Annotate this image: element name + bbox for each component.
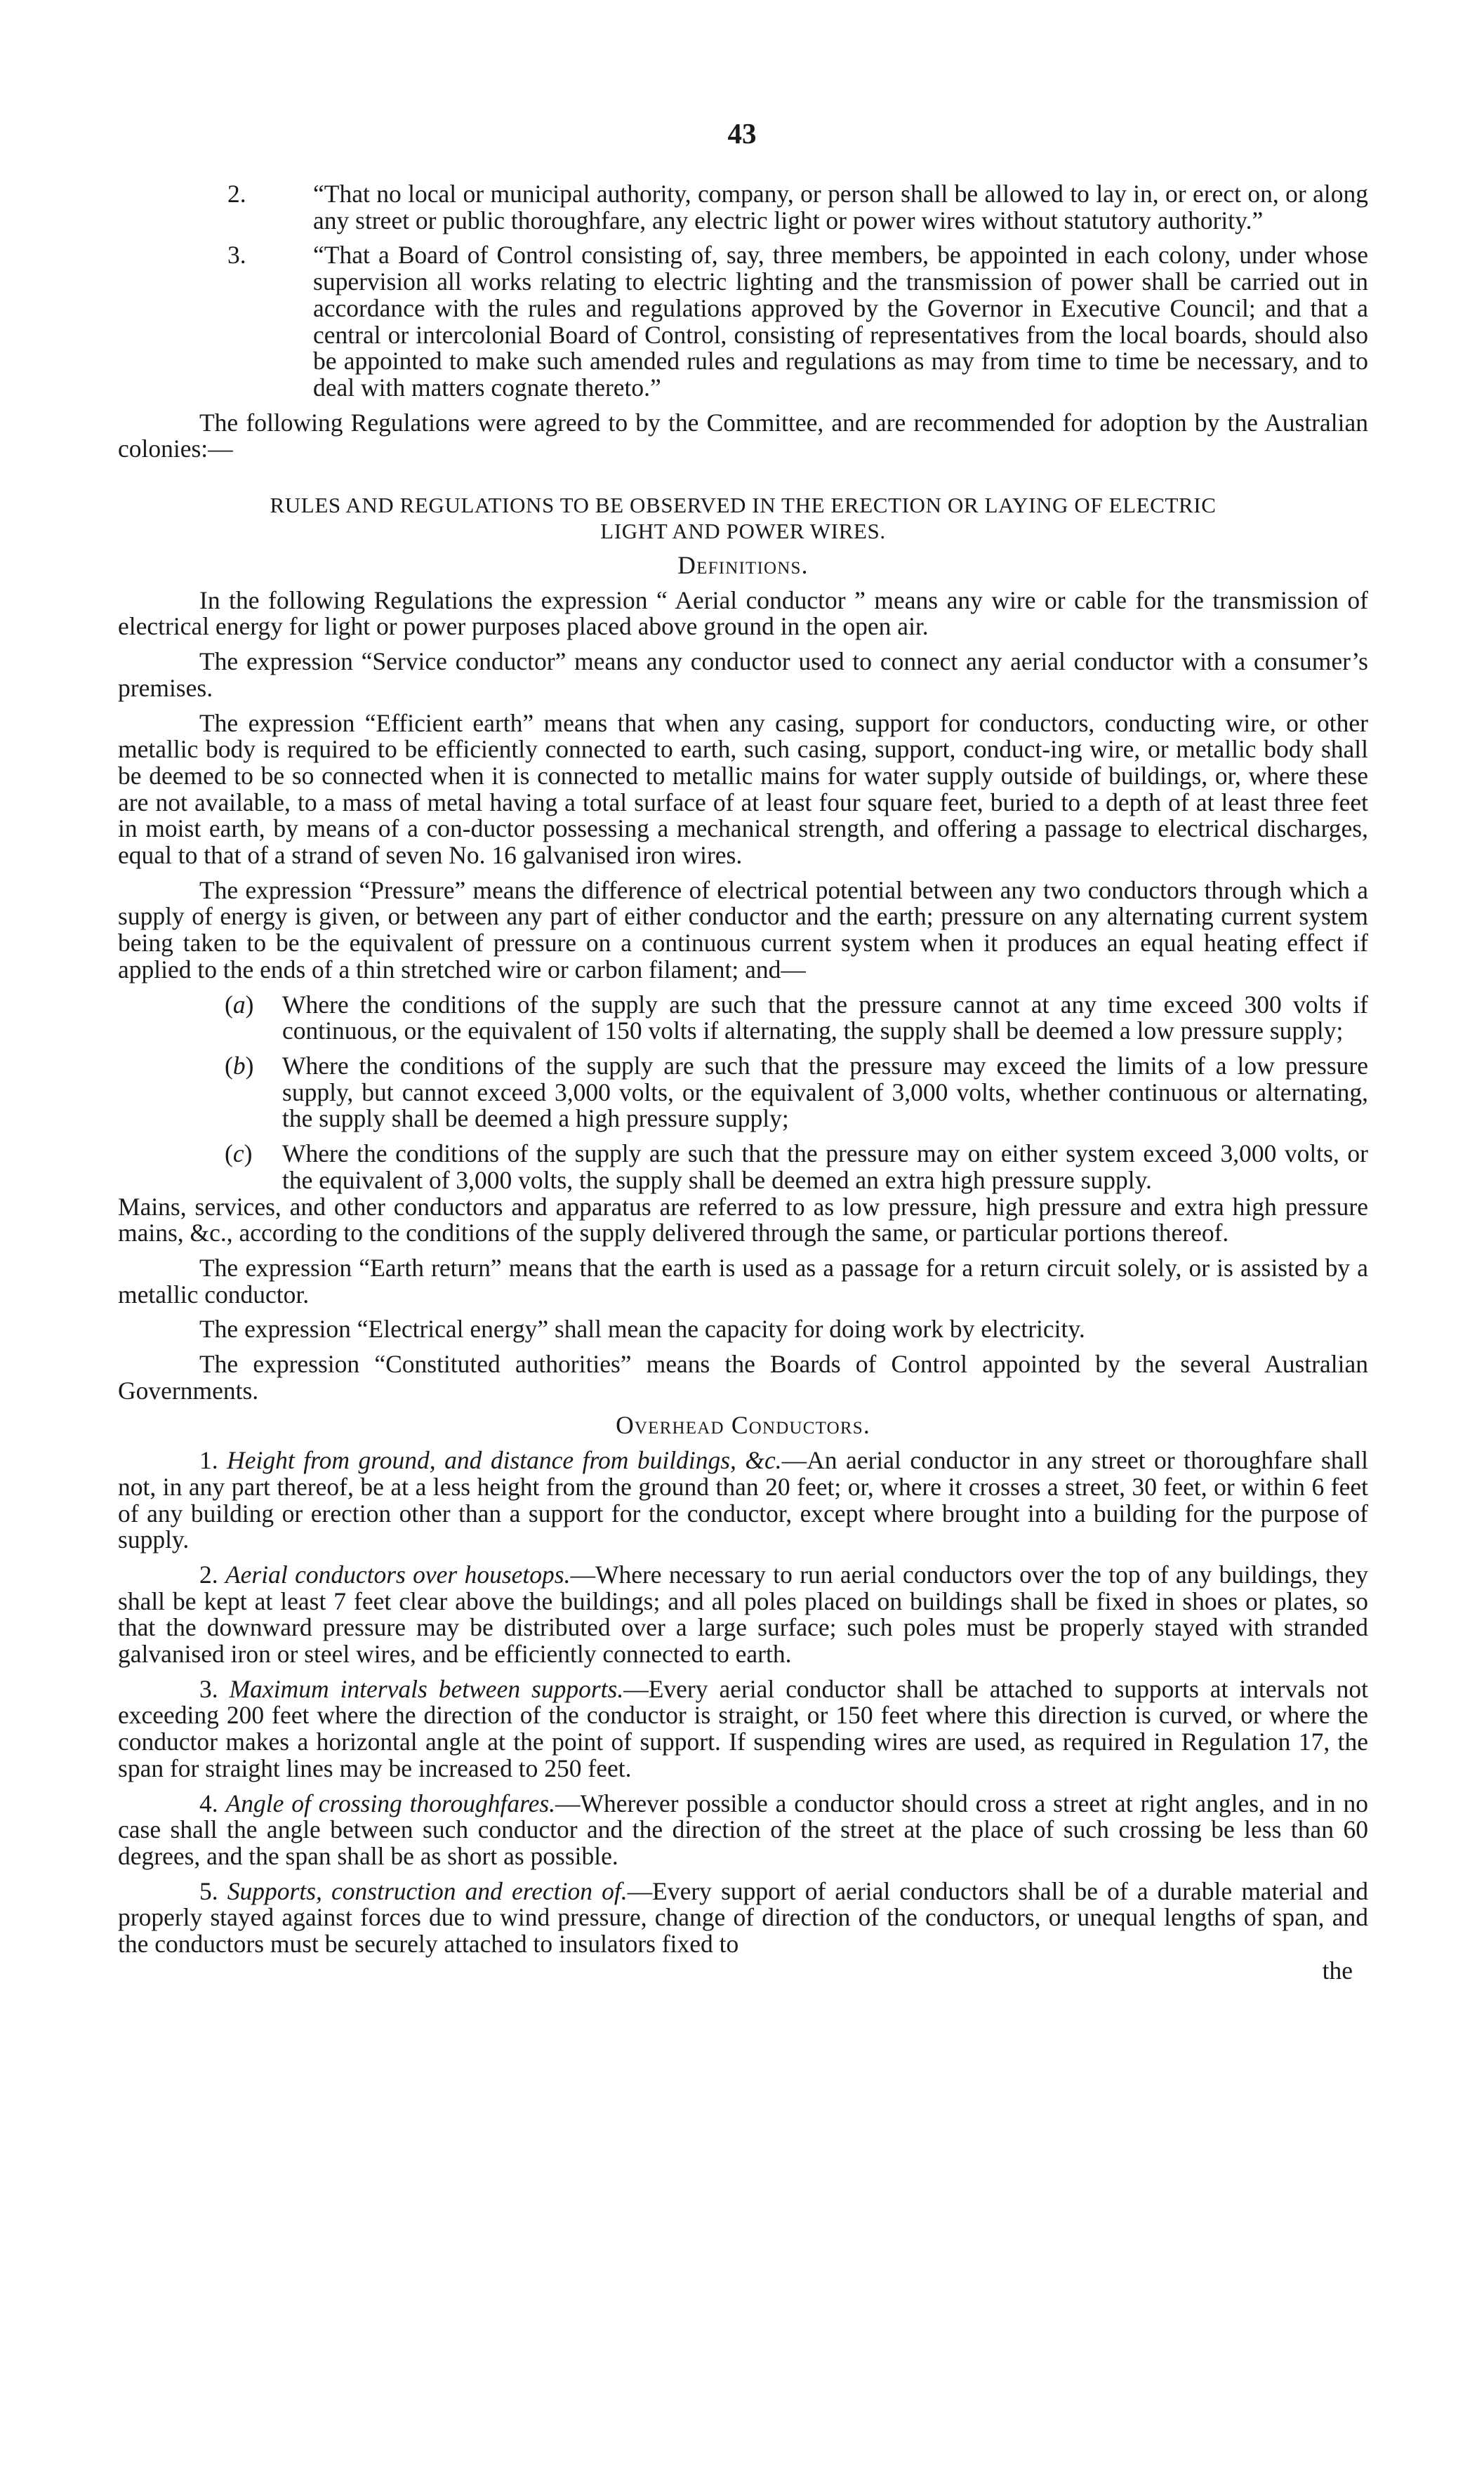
subitem-text: Where the conditions of the supply are such that the pressure cannot at any time exceed 300 volts if continuous, or the equivalent of 150 volts if alternating, the supply shall be deemed a low pressure supply;: [282, 990, 1368, 1045]
subitem-text: Where the conditions of the supply are such that the pressure may exceed the limits of a low pressure supply, but cannot exceed 3,000 volts, or the equivalent of 3,000 volts, whether continuous or alternating, the supply shall be deemed a high pressure supply;: [282, 1051, 1368, 1133]
subitem-label: (c): [225, 1139, 253, 1168]
subitem-text: Where the conditions of the supply are such that the pressure may on either system exceed 3,000 volts, or the equivalent of 3,000 volts, the supply shall be deemed an extra high pressure supply.: [282, 1139, 1368, 1194]
regulation-title: Maximum intervals between supports.: [229, 1674, 624, 1703]
item-text: “That no local or municipal authority, company, or person shall be allowed to lay in, or erect on, or along any street or public thoroughfare, any electric light or power wires without statutory authority.”: [313, 180, 1368, 234]
pressure-subitem: [118, 1141, 1368, 1193]
definition-paragraph: The expression “Earth return” means that the earth is used as a passage for a return circuit solely, or is assisted by a metallic conductor.: [118, 1253, 1368, 1309]
regulation-title: Aerial conductors over housetops.: [225, 1560, 571, 1589]
regulation-paragraph: 1. Height from ground, and distance from buildings, &c.—An aerial conductor in any street or thoroughfare shall not, in any part thereof, be at a less height from the ground than 20 feet; or, where it crosses a street, 30 feet, or within 6 feet of any building or erection other than a support for the conductor, except where brought into a building for the purpose of supply.: [118, 1446, 1368, 1554]
main-heading-line1: RULES AND REGULATIONS TO BE OBSERVED IN THE ERECTION OR LAYING OF ELECTRIC: [270, 493, 1217, 518]
regulation-title: Supports, construction and erection of.: [227, 1876, 628, 1905]
regulation-paragraph: 4. Angle of crossing thoroughfares.—Wherever possible a conductor should cross a street at right angles, and in no case shall the angle between such conductor and the direction of the street at the place of such crossing be less than 60 degrees, and the span shall be as short as possible.: [118, 1789, 1368, 1870]
overhead-heading: Overhead Conductors.: [616, 1411, 870, 1440]
pressure-subitem: [118, 1053, 1368, 1132]
regulation-paragraph: 5. Supports, construction and erection of.—Every support of aerial conductors shall be of a durable material and properly stayed against forces due to wind pressure, change of direction of the conductors, or unequal lengths of span, and the conductors must be securely attached to insulators fixed to: [118, 1876, 1369, 1959]
definition-paragraph: The expression “Efficient earth” means that when any casing, support for conductors, conducting wire, or other metallic body is required to be efficiently connected to earth, such casing, support, conduct-ing wire, or metallic body shall be deemed to be so connected when it is connected to metallic mains for water supply outside of buildings, or, where these are not available, to a mass of metal having a total surface of at least four square feet, buried to a depth of at least three feet in moist earth, by means of a con-ductor possessing a mechanical strength, and offering a passage to electrical discharges, equal to that of a strand of seven No. 16 galvanised iron wires.: [118, 708, 1368, 870]
page-body: [118, 181, 1368, 1984]
item-number: 2.: [227, 180, 246, 208]
regulation-title: Height from ground, and distance from buildings, &c.: [227, 1446, 782, 1475]
catchword: the: [1322, 1956, 1353, 1985]
resolution-item: [117, 181, 1368, 234]
regulation-paragraph: 3. Maximum intervals between supports.—Every aerial conductor shall be attached to supports at intervals not exceeding 200 feet where the direction of the conductor is straight, or 150 feet where this direction is curved, or where the conductor makes a horizontal angle at the point of support. If suspending wires are used, as required in Regulation 17, the span for straight lines may be increased to 250 feet.: [118, 1674, 1368, 1782]
regulation-title: Angle of crossing thoroughfares.: [225, 1789, 556, 1817]
definition-paragraph: The expression “Electrical energy” shall mean the capacity for doing work by electricity.: [199, 1315, 1085, 1344]
definition-paragraph: The expression “Service conductor” means any conductor used to connect any aerial conductor with a consumer’s premises.: [118, 647, 1368, 702]
mains-paragraph: Mains, services, and other conductors and apparatus are referred to as low pressure, high pressure and extra high pressure mains, &c., according to the conditions of the supply delivered through the same, or particular portions thereof.: [118, 1192, 1368, 1247]
subitem-label: (b): [225, 1051, 254, 1080]
page-number: 43: [727, 117, 757, 150]
item-text: “That a Board of Control consisting of, say, three members, be appointed in each colony, under whose supervision all works relating to electric lighting and the transmission of power shall be carried out in accordance with the rules and regulations approved by the Governor in Executive Council; and that a central or intercolonial Board of Control, consisting of representatives from the local boards, should also be appointed to make such amended rules and regulations as may from time to time be necessary, and to deal with matters cognate thereto.”: [313, 241, 1368, 402]
definition-paragraph: In the following Regulations the expression “ Aerial conductor ” means any wire or cable for the transmission of electrical energy for light or power purposes placed above ground in the open air.: [118, 585, 1368, 641]
pressure-subitem: [118, 992, 1368, 1045]
definition-paragraph: The expression “Constituted authorities” means the Boards of Control appointed by the several Australian Governments.: [118, 1350, 1368, 1405]
regulation-paragraph: 2. Aerial conductors over housetops.—Where necessary to run aerial conductors over the top of any buildings, they shall be kept at least 7 feet clear above the buildings; and all poles placed on buildings shall be fixed in shoes or plates, so that the downward pressure may be distributed over a large surface; such poles must be properly stayed with stranded galvanised iron or steel wires, and be efficiently connected to earth.: [118, 1560, 1369, 1669]
definition-paragraph: The expression “Pressure” means the difference of electrical potential between any two conductors through which a supply of energy is given, or between any part of either conductor and the earth; pressure on any alternating current system being taken to be the equivalent of pressure on a continuous current system when it produces an equal heating effect if applied to the ends of a thin stretched wire or carbon filament; and—: [118, 875, 1368, 983]
definitions-heading: Definitions.: [677, 551, 809, 580]
intro-paragraph: The following Regulations were agreed to by the Committee, and are recommended for adoption by the Australian colonies:—: [118, 408, 1368, 463]
subitem-label: (a): [225, 990, 254, 1019]
resolution-item: [117, 242, 1368, 401]
item-number: 3.: [227, 241, 246, 270]
main-heading-line2: LIGHT AND POWER WIRES.: [600, 519, 886, 544]
